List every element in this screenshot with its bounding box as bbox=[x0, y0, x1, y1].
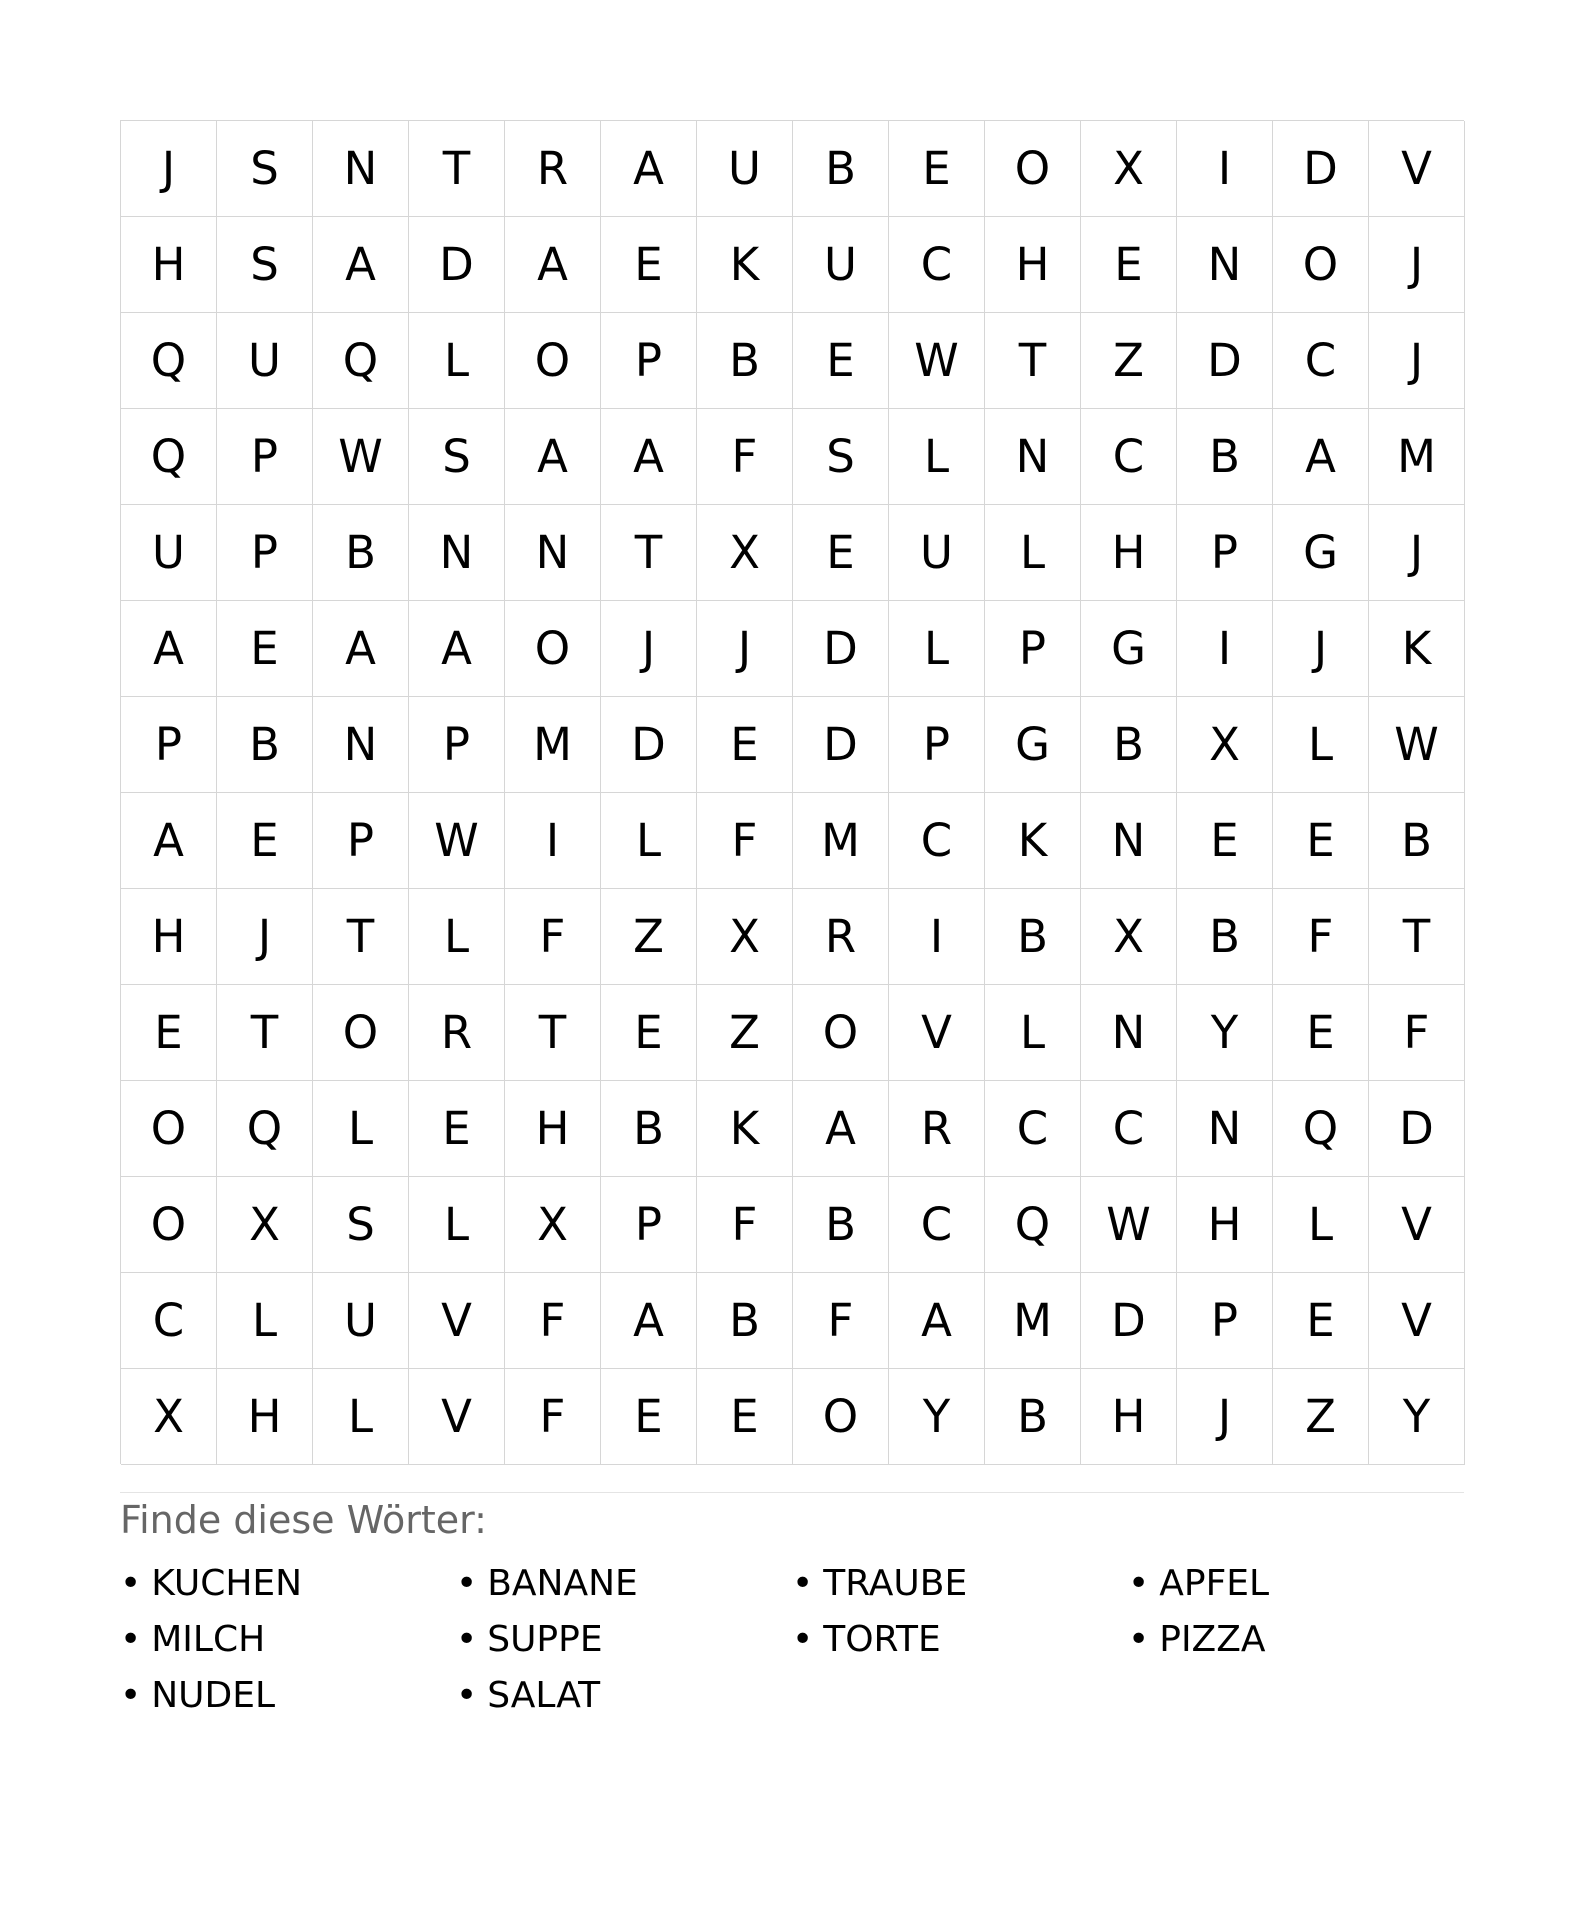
grid-cell[interactable]: B bbox=[697, 1273, 793, 1369]
word-label: APFEL bbox=[1159, 1563, 1270, 1604]
word-list-item bbox=[1128, 1556, 1464, 1612]
grid-cell[interactable]: K bbox=[1369, 601, 1465, 697]
word-label: MILCH bbox=[151, 1619, 266, 1660]
grid-cell[interactable]: N bbox=[1081, 985, 1177, 1081]
grid-cell[interactable]: A bbox=[889, 1273, 985, 1369]
grid-cell[interactable]: B bbox=[985, 889, 1081, 985]
grid-cell[interactable]: Q bbox=[121, 313, 217, 409]
grid-cell[interactable]: X bbox=[1081, 889, 1177, 985]
word-list-item bbox=[792, 1612, 1128, 1668]
grid-cell[interactable]: A bbox=[313, 217, 409, 313]
grid-cell[interactable]: J bbox=[601, 601, 697, 697]
grid-cell[interactable]: G bbox=[1081, 601, 1177, 697]
grid-cell[interactable]: L bbox=[313, 1369, 409, 1465]
grid-cell[interactable]: H bbox=[985, 217, 1081, 313]
grid-cell[interactable]: P bbox=[217, 505, 313, 601]
grid-cell[interactable]: V bbox=[409, 1369, 505, 1465]
grid-cell[interactable]: X bbox=[697, 889, 793, 985]
grid-cell[interactable]: L bbox=[409, 313, 505, 409]
grid-cell[interactable]: V bbox=[1369, 1177, 1465, 1273]
grid-cell[interactable]: J bbox=[1369, 505, 1465, 601]
word-list-item bbox=[792, 1556, 1128, 1612]
word-list-heading: Finde diese Wörter: bbox=[120, 1498, 487, 1542]
word-label: PIZZA bbox=[1159, 1619, 1266, 1660]
grid-cell[interactable]: C bbox=[985, 1081, 1081, 1177]
grid-cell[interactable]: C bbox=[889, 217, 985, 313]
grid-cell[interactable]: X bbox=[1177, 697, 1273, 793]
grid-cell[interactable]: N bbox=[505, 505, 601, 601]
grid-cell[interactable]: J bbox=[1369, 217, 1465, 313]
grid-cell[interactable]: T bbox=[601, 505, 697, 601]
bullet-icon: • bbox=[456, 1675, 478, 1716]
grid-cell[interactable]: P bbox=[1177, 1273, 1273, 1369]
grid-cell[interactable]: S bbox=[409, 409, 505, 505]
grid-cell[interactable]: Z bbox=[697, 985, 793, 1081]
grid-cell[interactable]: A bbox=[601, 1273, 697, 1369]
grid-cell[interactable]: L bbox=[889, 409, 985, 505]
grid-cell[interactable]: F bbox=[793, 1273, 889, 1369]
grid-cell[interactable]: H bbox=[121, 217, 217, 313]
grid-cell[interactable]: D bbox=[1273, 121, 1369, 217]
grid-cell[interactable]: W bbox=[1081, 1177, 1177, 1273]
word-list-item bbox=[120, 1668, 456, 1724]
grid-cell[interactable]: Y bbox=[1177, 985, 1273, 1081]
grid-cell[interactable]: T bbox=[217, 985, 313, 1081]
grid-cell[interactable]: O bbox=[985, 121, 1081, 217]
grid-cell[interactable]: A bbox=[121, 601, 217, 697]
bullet-icon: • bbox=[120, 1619, 142, 1660]
grid-cell[interactable]: E bbox=[409, 1081, 505, 1177]
grid-cell[interactable]: F bbox=[505, 1369, 601, 1465]
grid-cell[interactable]: N bbox=[1177, 217, 1273, 313]
bullet-icon: • bbox=[120, 1675, 142, 1716]
grid-cell[interactable]: W bbox=[313, 409, 409, 505]
bullet-icon: • bbox=[792, 1563, 814, 1604]
grid-cell[interactable]: T bbox=[313, 889, 409, 985]
divider bbox=[120, 1492, 1464, 1493]
grid-cell[interactable]: L bbox=[313, 1081, 409, 1177]
grid-cell[interactable]: L bbox=[1273, 1177, 1369, 1273]
grid-cell[interactable]: J bbox=[1273, 601, 1369, 697]
grid-cell[interactable]: E bbox=[1273, 1273, 1369, 1369]
grid-cell[interactable]: B bbox=[313, 505, 409, 601]
grid-cell[interactable]: W bbox=[1369, 697, 1465, 793]
grid-cell[interactable]: F bbox=[505, 1273, 601, 1369]
grid-cell[interactable]: H bbox=[217, 1369, 313, 1465]
grid-cell[interactable]: Q bbox=[121, 409, 217, 505]
grid-cell[interactable]: E bbox=[889, 121, 985, 217]
grid-cell[interactable]: O bbox=[793, 1369, 889, 1465]
grid-cell[interactable]: D bbox=[1081, 1273, 1177, 1369]
grid-cell[interactable]: A bbox=[409, 601, 505, 697]
grid-cell[interactable]: D bbox=[793, 697, 889, 793]
grid-cell[interactable]: B bbox=[217, 697, 313, 793]
grid-cell[interactable]: F bbox=[697, 1177, 793, 1273]
grid-cell[interactable]: L bbox=[985, 505, 1081, 601]
word-label: BANANE bbox=[487, 1563, 638, 1604]
grid-cell[interactable]: V bbox=[409, 1273, 505, 1369]
grid-cell[interactable]: P bbox=[121, 697, 217, 793]
grid-cell[interactable]: U bbox=[793, 217, 889, 313]
grid-cell[interactable]: L bbox=[889, 601, 985, 697]
word-list-item bbox=[456, 1556, 792, 1612]
bullet-icon: • bbox=[1128, 1619, 1150, 1660]
grid-cell[interactable]: O bbox=[793, 985, 889, 1081]
grid-cell[interactable]: V bbox=[889, 985, 985, 1081]
grid-cell[interactable]: P bbox=[601, 1177, 697, 1273]
grid-cell[interactable]: C bbox=[1273, 313, 1369, 409]
grid-cell[interactable]: I bbox=[1177, 601, 1273, 697]
grid-cell[interactable]: P bbox=[889, 697, 985, 793]
grid-cell[interactable]: Q bbox=[1273, 1081, 1369, 1177]
grid-cell[interactable]: C bbox=[121, 1273, 217, 1369]
grid-cell[interactable]: Z bbox=[601, 889, 697, 985]
grid-cell[interactable]: U bbox=[313, 1273, 409, 1369]
grid-cell[interactable]: I bbox=[1177, 121, 1273, 217]
grid-cell[interactable]: D bbox=[409, 217, 505, 313]
grid-cell[interactable]: U bbox=[889, 505, 985, 601]
grid-cell[interactable]: C bbox=[1081, 1081, 1177, 1177]
grid-cell[interactable]: N bbox=[313, 697, 409, 793]
word-label: KUCHEN bbox=[151, 1563, 303, 1604]
grid-cell[interactable]: F bbox=[505, 889, 601, 985]
grid-cell[interactable]: K bbox=[697, 217, 793, 313]
word-list-item bbox=[1128, 1612, 1464, 1668]
grid-cell[interactable]: E bbox=[793, 313, 889, 409]
grid-cell[interactable]: C bbox=[1081, 409, 1177, 505]
bullet-icon: • bbox=[1128, 1563, 1150, 1604]
grid-cell[interactable]: U bbox=[121, 505, 217, 601]
grid-cell[interactable]: Q bbox=[985, 1177, 1081, 1273]
grid-cell[interactable]: B bbox=[1369, 793, 1465, 889]
grid-cell[interactable]: N bbox=[1081, 793, 1177, 889]
grid-cell[interactable]: W bbox=[889, 313, 985, 409]
grid-cell[interactable]: E bbox=[121, 985, 217, 1081]
word-label: SALAT bbox=[487, 1675, 601, 1716]
grid-cell[interactable]: N bbox=[1177, 1081, 1273, 1177]
grid-cell[interactable]: Y bbox=[889, 1369, 985, 1465]
bullet-icon: • bbox=[792, 1619, 814, 1660]
grid-cell[interactable]: J bbox=[697, 601, 793, 697]
grid-cell[interactable]: A bbox=[1273, 409, 1369, 505]
grid-cell[interactable]: B bbox=[793, 121, 889, 217]
grid-cell[interactable]: K bbox=[697, 1081, 793, 1177]
grid-cell[interactable]: B bbox=[1177, 889, 1273, 985]
grid-cell[interactable]: B bbox=[697, 313, 793, 409]
grid-cell[interactable]: X bbox=[121, 1369, 217, 1465]
grid-cell[interactable]: I bbox=[889, 889, 985, 985]
grid-cell[interactable]: E bbox=[1273, 793, 1369, 889]
word-list-item bbox=[456, 1612, 792, 1668]
grid-cell[interactable]: O bbox=[1273, 217, 1369, 313]
grid-cell[interactable]: M bbox=[1369, 409, 1465, 505]
grid-cell[interactable]: F bbox=[1273, 889, 1369, 985]
grid-cell[interactable]: P bbox=[217, 409, 313, 505]
grid-cell[interactable]: S bbox=[217, 217, 313, 313]
grid-cell[interactable]: N bbox=[313, 121, 409, 217]
grid-cell[interactable]: M bbox=[985, 1273, 1081, 1369]
grid-cell[interactable]: A bbox=[601, 409, 697, 505]
grid-cell[interactable]: E bbox=[601, 217, 697, 313]
word-list-item bbox=[456, 1668, 792, 1724]
grid-cell[interactable]: Y bbox=[1369, 1369, 1465, 1465]
grid-cell[interactable]: G bbox=[1273, 505, 1369, 601]
grid-cell[interactable]: C bbox=[889, 793, 985, 889]
word-list-item bbox=[120, 1556, 456, 1612]
grid-cell[interactable]: V bbox=[1369, 1273, 1465, 1369]
grid-cell[interactable]: E bbox=[1081, 217, 1177, 313]
grid-cell[interactable]: X bbox=[505, 1177, 601, 1273]
grid-cell[interactable]: B bbox=[1081, 697, 1177, 793]
grid-cell[interactable]: R bbox=[409, 985, 505, 1081]
word-list bbox=[120, 1556, 1464, 1724]
grid-cell[interactable]: E bbox=[697, 697, 793, 793]
grid-cell[interactable]: F bbox=[1369, 985, 1465, 1081]
grid-cell[interactable]: U bbox=[697, 121, 793, 217]
grid-cell[interactable]: I bbox=[505, 793, 601, 889]
grid-cell[interactable]: F bbox=[697, 793, 793, 889]
grid-cell[interactable]: S bbox=[313, 1177, 409, 1273]
grid-cell[interactable]: S bbox=[217, 121, 313, 217]
grid-cell[interactable]: J bbox=[121, 121, 217, 217]
grid-cell[interactable]: T bbox=[985, 313, 1081, 409]
grid-cell[interactable]: T bbox=[409, 121, 505, 217]
grid-cell[interactable]: O bbox=[313, 985, 409, 1081]
grid-cell[interactable]: L bbox=[217, 1273, 313, 1369]
grid-cell[interactable]: Z bbox=[1081, 313, 1177, 409]
grid-cell[interactable]: B bbox=[985, 1369, 1081, 1465]
grid-cell[interactable]: F bbox=[697, 409, 793, 505]
grid-cell[interactable]: P bbox=[409, 697, 505, 793]
grid-cell[interactable]: U bbox=[217, 313, 313, 409]
grid-cell[interactable]: D bbox=[1369, 1081, 1465, 1177]
grid-cell[interactable]: P bbox=[313, 793, 409, 889]
grid-cell[interactable]: R bbox=[889, 1081, 985, 1177]
grid-cell[interactable]: H bbox=[1081, 505, 1177, 601]
grid-cell[interactable]: P bbox=[1177, 505, 1273, 601]
grid-cell[interactable]: X bbox=[1081, 121, 1177, 217]
grid-cell[interactable]: E bbox=[697, 1369, 793, 1465]
grid-cell[interactable]: N bbox=[985, 409, 1081, 505]
word-list-item bbox=[120, 1612, 456, 1668]
grid-cell[interactable]: W bbox=[409, 793, 505, 889]
word-label: SUPPE bbox=[487, 1619, 603, 1660]
grid-cell[interactable]: B bbox=[793, 1177, 889, 1273]
grid-cell[interactable]: R bbox=[793, 889, 889, 985]
grid-cell[interactable]: T bbox=[505, 985, 601, 1081]
grid-cell[interactable]: M bbox=[505, 697, 601, 793]
grid-cell[interactable]: X bbox=[217, 1177, 313, 1273]
word-label: NUDEL bbox=[151, 1675, 276, 1716]
bullet-icon: • bbox=[120, 1563, 142, 1604]
grid-cell[interactable]: B bbox=[601, 1081, 697, 1177]
grid-cell[interactable]: O bbox=[505, 313, 601, 409]
grid-cell[interactable]: E bbox=[601, 1369, 697, 1465]
grid-cell[interactable]: E bbox=[217, 601, 313, 697]
grid-cell[interactable]: Q bbox=[217, 1081, 313, 1177]
grid-cell[interactable]: L bbox=[601, 793, 697, 889]
grid-cell[interactable]: G bbox=[985, 697, 1081, 793]
grid-cell[interactable]: A bbox=[505, 217, 601, 313]
word-label: TORTE bbox=[823, 1619, 941, 1660]
grid-cell[interactable]: E bbox=[1177, 793, 1273, 889]
grid-cell[interactable]: A bbox=[793, 1081, 889, 1177]
bullet-icon: • bbox=[456, 1619, 478, 1660]
bullet-icon: • bbox=[456, 1563, 478, 1604]
grid-cell[interactable]: E bbox=[217, 793, 313, 889]
grid-cell[interactable]: K bbox=[985, 793, 1081, 889]
grid-cell[interactable]: L bbox=[1273, 697, 1369, 793]
grid-cell[interactable]: E bbox=[793, 505, 889, 601]
grid-cell[interactable]: Q bbox=[313, 313, 409, 409]
grid-cell[interactable]: J bbox=[1177, 1369, 1273, 1465]
grid-cell[interactable]: B bbox=[1177, 409, 1273, 505]
grid-cell[interactable]: L bbox=[409, 1177, 505, 1273]
grid-cell[interactable]: O bbox=[121, 1081, 217, 1177]
grid-cell[interactable]: M bbox=[793, 793, 889, 889]
grid-cell[interactable]: D bbox=[601, 697, 697, 793]
grid-cell[interactable]: T bbox=[1369, 889, 1465, 985]
grid-cell[interactable]: J bbox=[1369, 313, 1465, 409]
grid-cell[interactable]: J bbox=[217, 889, 313, 985]
letter-grid bbox=[120, 120, 1464, 1464]
grid-cell[interactable]: P bbox=[601, 313, 697, 409]
grid-cell[interactable]: N bbox=[409, 505, 505, 601]
grid-cell[interactable]: E bbox=[1273, 985, 1369, 1081]
grid-cell[interactable]: A bbox=[121, 793, 217, 889]
grid-cell[interactable]: O bbox=[121, 1177, 217, 1273]
grid-cell[interactable]: S bbox=[793, 409, 889, 505]
grid-cell[interactable]: A bbox=[313, 601, 409, 697]
grid-cell[interactable]: A bbox=[505, 409, 601, 505]
grid-cell[interactable]: H bbox=[1081, 1369, 1177, 1465]
grid-cell[interactable]: V bbox=[1369, 121, 1465, 217]
grid-cell[interactable]: C bbox=[889, 1177, 985, 1273]
grid-cell[interactable]: H bbox=[505, 1081, 601, 1177]
word-label: TRAUBE bbox=[823, 1563, 968, 1604]
grid-cell[interactable]: L bbox=[985, 985, 1081, 1081]
grid-cell[interactable]: A bbox=[601, 121, 697, 217]
grid-cell[interactable]: P bbox=[985, 601, 1081, 697]
grid-cell[interactable]: D bbox=[793, 601, 889, 697]
grid-cell[interactable]: H bbox=[1177, 1177, 1273, 1273]
grid-cell[interactable]: L bbox=[409, 889, 505, 985]
grid-cell[interactable]: O bbox=[505, 601, 601, 697]
grid-cell[interactable]: Z bbox=[1273, 1369, 1369, 1465]
grid-cell[interactable]: R bbox=[505, 121, 601, 217]
grid-cell[interactable]: E bbox=[601, 985, 697, 1081]
grid-cell[interactable]: D bbox=[1177, 313, 1273, 409]
grid-cell[interactable]: X bbox=[697, 505, 793, 601]
grid-cell[interactable]: H bbox=[121, 889, 217, 985]
